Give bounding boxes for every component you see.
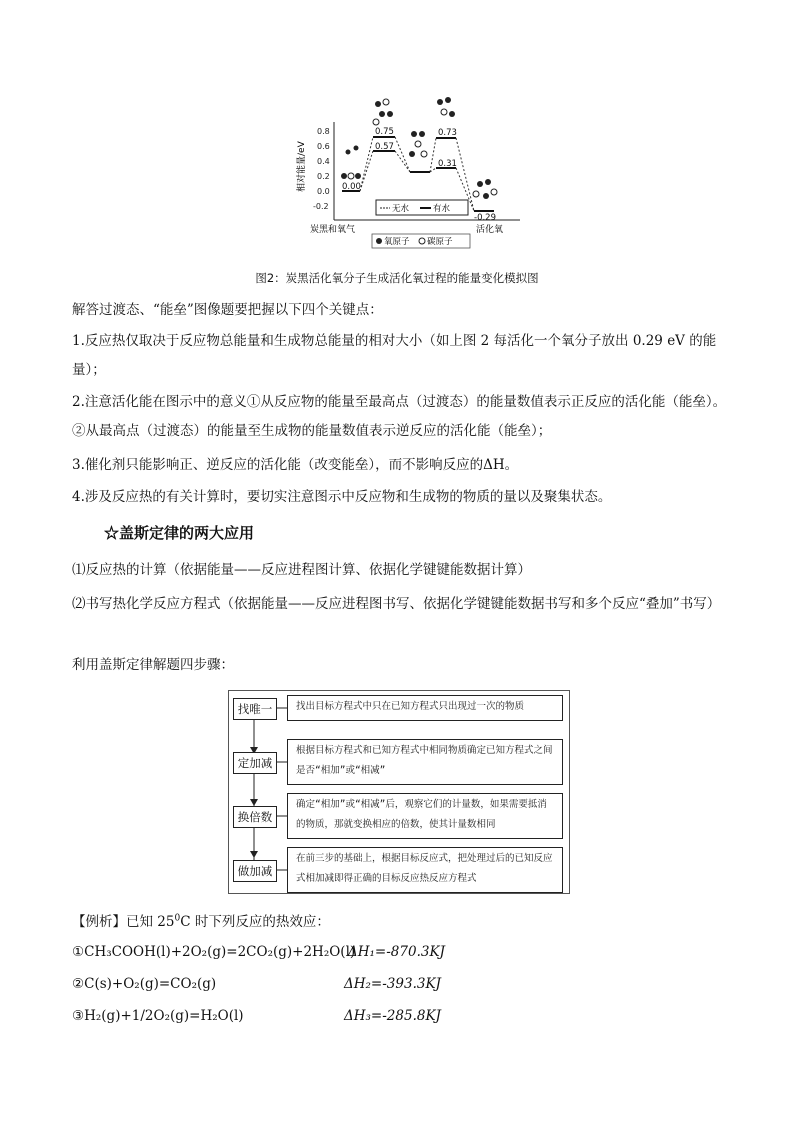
intro-text: 解答过渡态、“能垒”图像题要把握以下四个关键点：: [72, 302, 383, 318]
equation-2: [72, 976, 216, 992]
step-desc-4: 在前三步的基础上，根据目标反应式，把处理过后的已知反应式相加减即得正确的目标反应热反应方程式: [287, 847, 563, 893]
energy-label: 0.31: [438, 159, 457, 169]
equation-3-dh: ΔH₃=-285.8KJ: [344, 1008, 441, 1024]
y-tick: 0.0: [317, 187, 330, 196]
y-tick: 0.6: [317, 142, 330, 151]
step-box-1: 找唯一: [233, 698, 277, 720]
figure-caption: 图2：炭黑活化氧分子生成活化氧过程的能量变化模拟图: [255, 271, 539, 285]
equation-3-left: H₂(g)+1/2O₂(g)=H₂O(l): [84, 1008, 244, 1024]
y-tick: 0.2: [317, 172, 330, 181]
y-tick: -0.2: [313, 202, 329, 211]
legend-water: 有水: [433, 204, 451, 214]
atom-legend-oxygen: 氧原子: [384, 237, 410, 247]
example-label: 【例析】: [72, 914, 126, 930]
equation-3: [72, 1008, 244, 1024]
energy-label: 0.75: [375, 127, 394, 137]
equation-3-num: ③: [72, 1008, 85, 1024]
oxygen-atom-icon: [376, 238, 382, 244]
x-right-label: 活化氧: [476, 225, 504, 235]
step-box-3: 换倍数: [233, 806, 277, 828]
step-box-2: 定加减: [233, 752, 277, 774]
example-header: [72, 910, 330, 930]
atom-legend-carbon: 碳原子: [427, 237, 453, 247]
application-1: ⑴反应热的计算（依据能量——反应进程图计算、依据化学键键能数据计算）: [72, 562, 531, 578]
path-segment: [430, 138, 436, 172]
x-left-label: 炭黑和氧气: [310, 225, 356, 235]
equation-1-num: ①: [72, 944, 85, 960]
path-segment: [360, 137, 373, 191]
equation-1: [72, 944, 355, 960]
point-3: 3.催化剂只能影响正、逆反应的活化能（改变能垒），而不影响反应的ΔH。: [72, 457, 519, 473]
path-segment: [360, 151, 373, 191]
equation-2-left: C(s)+O₂(g)=CO₂(g): [84, 976, 217, 992]
y-axis-label: 相对能量/eV: [297, 141, 307, 192]
legend-no-water: 无水: [392, 204, 410, 214]
point-1: 1.反应热仅取决于反应物总能量和生成物总能量的相对大小（如上图 2 每活化一个氧分子放出 0.29 eV 的能量）；: [72, 333, 717, 378]
energy-label: -0.29: [474, 213, 496, 223]
step-box-4: 做加减: [233, 860, 277, 882]
example-text: 已知 25: [126, 914, 175, 930]
application-2: ⑵书写热化学反应方程式（依据能量——反应进程图书写、依据化学键键能数据书写和多个反应“叠加”书写）: [72, 596, 721, 612]
equation-1-dh: ΔH₁=-870.3KJ: [348, 944, 445, 960]
energy-label: 0.57: [375, 142, 394, 152]
equation-2-dh: ΔH₂=-393.3KJ: [344, 976, 441, 992]
energy-figure: [290, 92, 530, 272]
molecule-illustrations: [341, 97, 497, 199]
path-segment: [430, 168, 436, 172]
step-desc-2: 根据目标方程式和已知方程式中相同物质确定已知方程式之间是否“相加”或“相减”: [287, 739, 563, 785]
y-tick: 0.8: [317, 127, 330, 136]
steps-intro: 利用盖斯定律解题四步骤：: [72, 657, 234, 673]
step-desc-3: 确定“相加”或“相减”后，观察它们的计量数，如果需要抵消的物质，那就变换相应的倍数，使其计量数相同: [287, 793, 563, 839]
step-desc-1: 找出目标方程式中只在已知方程式只出现过一次的物质: [287, 695, 563, 721]
point-2: 2.注意活化能在图示中的意义①从反应物的能量至最高点（过渡态）的能量数值表示正反应的活化能（能垒）。②从最高点（过渡态）的能量至生成物的能量数值表示逆反应的活化能（能垒）；: [72, 394, 727, 439]
steps-flowchart: [228, 690, 570, 894]
example-sup: 0: [174, 913, 181, 924]
y-tick: 0.4: [317, 157, 330, 166]
equation-1-left: CH₃COOH(l)+2O₂(g)=2CO₂(g)+2H₂O(l): [84, 944, 356, 960]
section-title: ☆盖斯定律的两大应用: [104, 524, 255, 542]
energy-label: 0.00: [342, 182, 361, 192]
energy-diagram: [290, 92, 530, 272]
example-text-2: C 时下列反应的热效应：: [180, 914, 330, 930]
energy-label: 0.73: [438, 128, 457, 138]
path-segment: [395, 151, 410, 172]
point-4: 4.涉及反应热的有关计算时，要切实注意图示中反应物和生成物的物质的量以及聚集状态。: [72, 489, 612, 505]
equation-2-num: ②: [72, 976, 85, 992]
carbon-atom-icon: [419, 238, 425, 244]
